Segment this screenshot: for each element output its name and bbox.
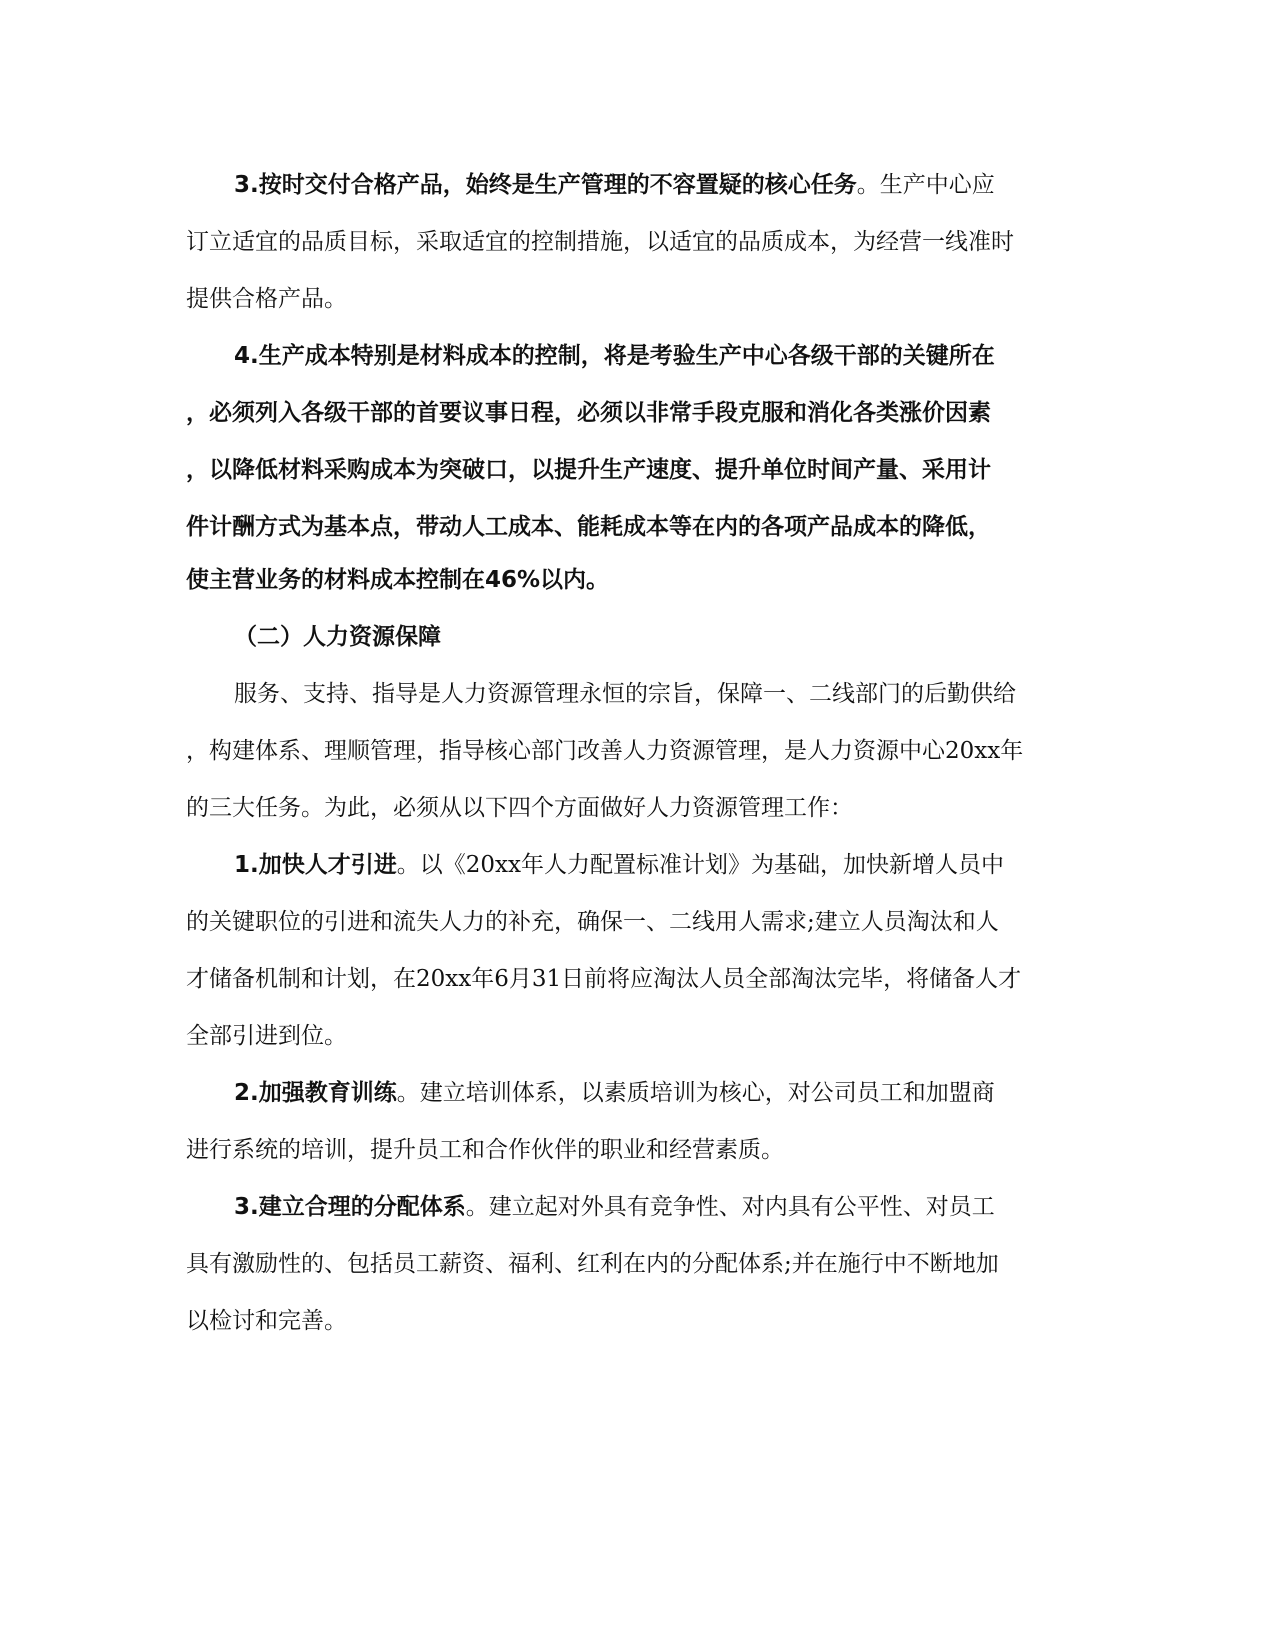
p1-line-1 [234,170,995,200]
p6-line-1 [234,1192,995,1222]
p2-line-4: 件计酬方式为基本点，带动人工成本、能耗成本等在内的各项产品成本的降低， [186,514,991,540]
p3-line-1: 服务、支持、指导是人力资源管理永恒的宗旨，保障一、二线部门的后勤供给 [234,681,1016,707]
p4-line-2: 的关键职位的引进和流失人力的补充，确保一、二线用人需求;建立人员淘汰和人 [186,909,999,935]
p5-line-1 [234,1078,995,1108]
p1-tail: 。生产中心应 [856,172,995,198]
p2-line-5: 使主营业务的材料成本控制在46%以内。 [186,567,610,593]
p2-line-1: 4.生产成本特别是材料成本的控制，将是考验生产中心各级干部的关键所在 [234,343,995,369]
p6-line-3: 以检讨和完善。 [186,1308,347,1334]
p6-bold-lead: 3.建立合理的分配体系 [234,1194,466,1220]
p4-line-1 [234,850,1004,880]
p2-line-2: ，必须列入各级干部的首要议事日程，必须以非常手段克服和消化各类涨价因素 [186,400,991,426]
p4-tail: 。以《20xx年人力配置标准计划》为基础，加快新增人员中 [396,852,1004,878]
p1-bold-lead: 3.按时交付合格产品，始终是生产管理的不容置疑的核心任务 [234,172,857,198]
p3-line-3: 的三大任务。为此，必须从以下四个方面做好人力资源管理工作： [186,795,853,821]
p2-line-3: ，以降低材料采购成本为突破口，以提升生产速度、提升单位时间产量、采用计 [186,457,991,483]
p5-bold-lead: 2.加强教育训练 [234,1080,397,1106]
p6-tail: 。建立起对外具有竞争性、对内具有公平性、对员工 [465,1194,995,1220]
p1-line-2: 订立适宜的品质目标，采取适宜的控制措施，以适宜的品质成本，为经营一线准时 [186,229,1014,255]
section-heading: （二）人力资源保障 [234,624,441,650]
p1-line-3: 提供合格产品。 [186,286,347,312]
p4-line-4: 全部引进到位。 [186,1023,347,1049]
p3-line-2: ，构建体系、理顺管理，指导核心部门改善人力资源管理，是人力资源中心20xx年 [186,738,1024,764]
p5-line-2: 进行系统的培训，提升员工和合作伙伴的职业和经营素质。 [186,1137,784,1163]
p4-line-3: 才储备机制和计划，在20xx年6月31日前将应淘汰人员全部淘汰完毕，将储备人才 [186,966,1022,992]
p4-bold-lead: 1.加快人才引进 [234,852,397,878]
p5-tail: 。建立培训体系，以素质培训为核心，对公司员工和加盟商 [396,1080,995,1106]
p6-line-2: 具有激励性的、包括员工薪资、福利、红利在内的分配体系;并在施行中不断地加 [186,1251,999,1277]
